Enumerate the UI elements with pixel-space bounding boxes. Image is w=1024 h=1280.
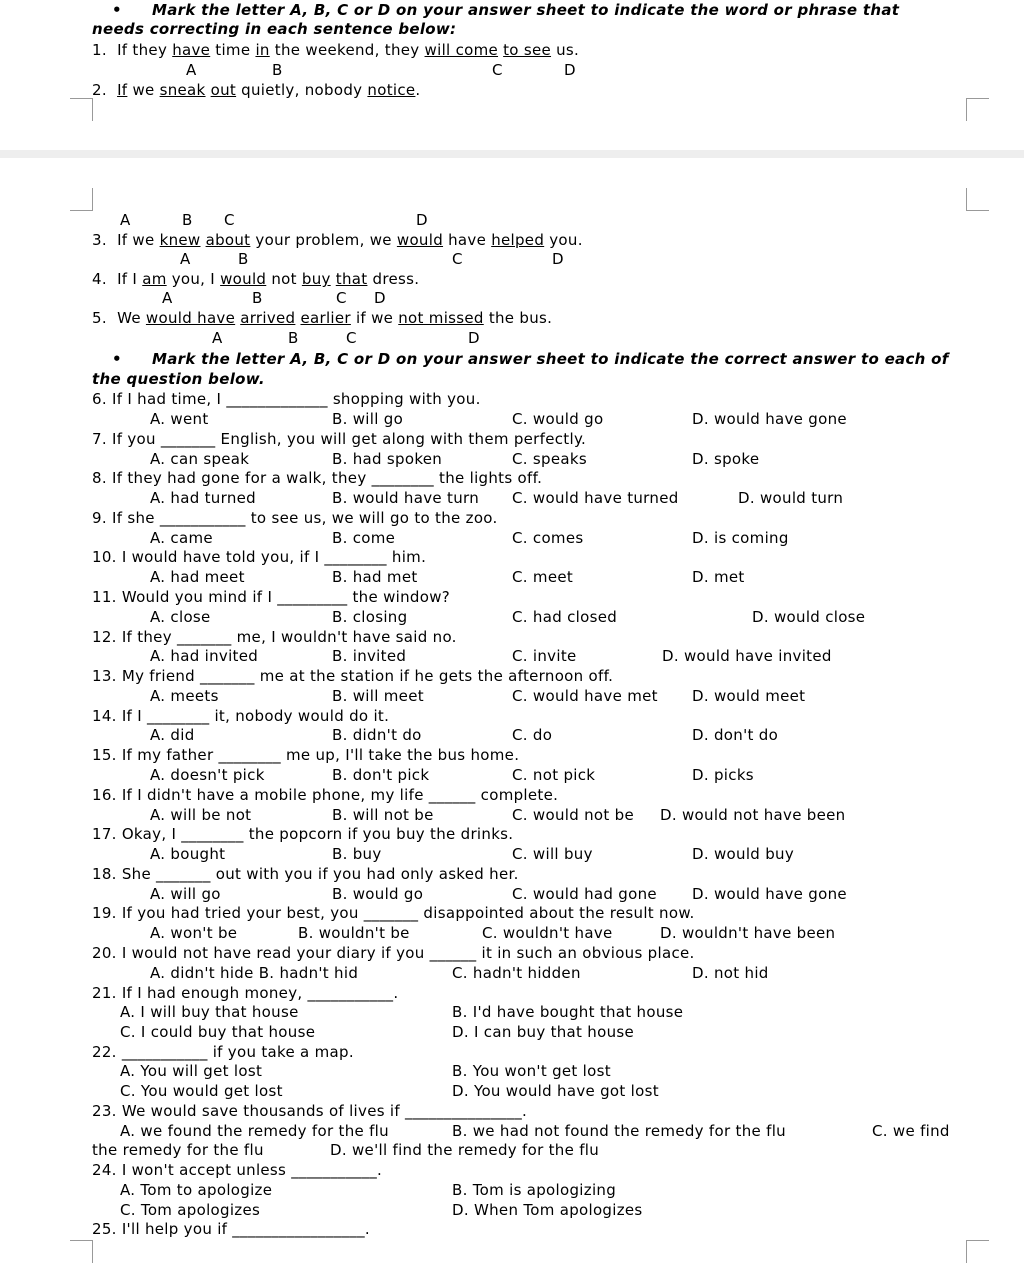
q22-option-b: B. You won't get lost: [452, 1062, 611, 1080]
q9-option-a: A. came: [150, 529, 213, 547]
q4-letter-d: D: [374, 289, 386, 307]
q7-option-b: B. had spoken: [332, 450, 443, 468]
q1-letter-a: A: [186, 61, 197, 79]
q22-option-a: A. You will get lost: [120, 1062, 263, 1080]
q2-option-b: sneak: [159, 81, 206, 99]
page-corner-mark: [70, 98, 93, 121]
q24-option-a: A. Tom to apologize: [120, 1181, 273, 1199]
q20-option-d: D. not hid: [692, 964, 769, 982]
page-corner-mark: [70, 188, 93, 211]
q24-option-b: B. Tom is apologizing: [452, 1181, 617, 1199]
q18-option-d: D. would have gone: [692, 885, 847, 903]
q23-option-d: D. we'll find the remedy for the flu: [330, 1141, 600, 1159]
question-9: 9. If she ___________ to see us, we will go to the zoo.: [92, 509, 498, 527]
q2-option-c: out: [210, 81, 237, 99]
question-14: 14. If I ________ it, nobody would do it.: [92, 707, 390, 725]
q3-text: If we: [117, 231, 160, 249]
q2-text: .: [415, 81, 421, 99]
q4-text: not: [266, 270, 302, 288]
q2-letter-b: B: [182, 211, 193, 229]
q12-option-b: B. invited: [332, 647, 407, 665]
q7-option-c: C. speaks: [512, 450, 587, 468]
q5-letter-a: A: [212, 329, 223, 347]
q3-letter-b: B: [238, 250, 249, 268]
q18-option-b: B. would go: [332, 885, 424, 903]
question-13: 13. My friend _______ me at the station if he gets the afternoon off.: [92, 667, 614, 685]
q2-letter-a: A: [120, 211, 131, 229]
q4-letter-b: B: [252, 289, 263, 307]
question-16: 16. If I didn't have a mobile phone, my life ______ complete.: [92, 786, 559, 804]
q1-option-b: in: [255, 41, 270, 59]
q5-letter-c: C: [346, 329, 357, 347]
q21-option-b: B. I'd have bought that house: [452, 1003, 684, 1021]
instruction-1-line2: needs correcting in each sentence below:: [92, 20, 457, 38]
q4-option-b: would: [220, 270, 267, 288]
q1-number: 1.: [92, 41, 107, 59]
q1-text: us.: [551, 41, 580, 59]
q3-option-a: knew: [159, 231, 201, 249]
q13-option-c: C. would have met: [512, 687, 658, 705]
q18-option-c: C. would had gone: [512, 885, 657, 903]
question-22: 22. ___________ if you take a map.: [92, 1043, 354, 1061]
q15-option-c: C. not pick: [512, 766, 596, 784]
q14-option-a: A. did: [150, 726, 195, 744]
q1-text: If they: [117, 41, 173, 59]
q8-option-d: D. would turn: [738, 489, 844, 507]
q8-option-b: B. would have turn: [332, 489, 480, 507]
q5-text: the bus.: [483, 309, 553, 327]
q13-option-a: A. meets: [150, 687, 219, 705]
q3-option-c: would: [396, 231, 444, 249]
q4-letter-c: C: [336, 289, 347, 307]
question-25: 25. I'll help you if _________________.: [92, 1220, 370, 1238]
q1-option-d: to see: [503, 41, 552, 59]
q17-option-c: C. will buy: [512, 845, 593, 863]
q11-option-a: A. close: [150, 608, 211, 626]
q11-option-d: D. would close: [752, 608, 866, 626]
q2-letter-c: C: [224, 211, 235, 229]
q19-option-b: B. wouldn't be: [298, 924, 410, 942]
q9-option-d: D. is coming: [692, 529, 789, 547]
q10-option-a: A. had meet: [150, 568, 245, 586]
q15-option-d: D. picks: [692, 766, 754, 784]
q19-option-a: A. won't be: [150, 924, 238, 942]
q1-text: time: [210, 41, 256, 59]
question-17: 17. Okay, I ________ the popcorn if you buy the drinks.: [92, 825, 514, 843]
q22-option-d: D. You would have got lost: [452, 1082, 659, 1100]
q10-option-d: D. met: [692, 568, 745, 586]
q21-option-d: D. I can buy that house: [452, 1023, 635, 1041]
q1-letter-d: D: [564, 61, 576, 79]
q3-text: your problem, we: [250, 231, 397, 249]
q6-option-d: D. would have gone: [692, 410, 847, 428]
q3-letter-d: D: [552, 250, 564, 268]
q3-text: have: [443, 231, 492, 249]
question-23: 23. We would save thousands of lives if _______________.: [92, 1102, 528, 1120]
q23-option-c: C. we find: [872, 1122, 950, 1140]
q1-letter-c: C: [492, 61, 503, 79]
q6-option-b: B. will go: [332, 410, 404, 428]
q15-option-a: A. doesn't pick: [150, 766, 265, 784]
question-18: 18. She _______ out with you if you had only asked her.: [92, 865, 519, 883]
q19-option-d: D. wouldn't have been: [660, 924, 836, 942]
q16-option-c: C. would not be: [512, 806, 635, 824]
q5-letter-d: D: [468, 329, 480, 347]
q10-option-c: C. meet: [512, 568, 574, 586]
q19-option-c: C. wouldn't have: [482, 924, 613, 942]
q5-number: 5.: [92, 309, 107, 327]
q5-option-c: earlier: [300, 309, 351, 327]
q13-option-b: B. will meet: [332, 687, 424, 705]
q20-option-a-b: A. didn't hide B. hadn't hid: [150, 964, 359, 982]
page-corner-mark: [966, 188, 989, 211]
q13-option-d: D. would meet: [692, 687, 806, 705]
q2-text: we: [127, 81, 160, 99]
q6-option-a: A. went: [150, 410, 209, 428]
instruction-2-line1: Mark the letter A, B, C or D on your answer sheet to indicate the correct answer to each of: [152, 350, 949, 368]
q7-option-a: A. can speak: [150, 450, 250, 468]
q14-option-d: D. don't do: [692, 726, 779, 744]
page-separator: [0, 150, 1024, 158]
q17-option-a: A. bought: [150, 845, 226, 863]
q4-letter-a: A: [162, 289, 173, 307]
q4-text: you, I: [166, 270, 221, 288]
question-11: 11. Would you mind if I _________ the window?: [92, 588, 451, 606]
q4-option-a: am: [142, 270, 167, 288]
question-1: [92, 41, 579, 60]
q23-option-b: B. we had not found the remedy for the flu: [452, 1122, 786, 1140]
q5-option-a: would have: [145, 309, 236, 327]
q5-text: if we: [350, 309, 399, 327]
question-24: 24. I won't accept unless ___________.: [92, 1161, 383, 1179]
q5-text: We: [117, 309, 146, 327]
q2-number: 2.: [92, 81, 107, 99]
q14-option-b: B. didn't do: [332, 726, 422, 744]
q2-letter-d: D: [416, 211, 428, 229]
question-6: 6. If I had time, I _____________ shopping with you.: [92, 390, 481, 408]
q16-option-b: B. will not be: [332, 806, 434, 824]
page-corner-mark: [966, 98, 989, 121]
q5-letter-b: B: [288, 329, 299, 347]
q21-option-a: A. I will buy that house: [120, 1003, 299, 1021]
q24-option-c: C. Tom apologizes: [120, 1201, 261, 1219]
q22-option-c: C. You would get lost: [120, 1082, 283, 1100]
q8-option-c: C. would have turned: [512, 489, 679, 507]
q2-text: quietly, nobody: [236, 81, 368, 99]
instruction-1-line1: Mark the letter A, B, C or D on your answer sheet to indicate the word or phrase that: [152, 1, 900, 19]
q4-option-c: buy: [301, 270, 331, 288]
q1-letter-b: B: [272, 61, 283, 79]
question-15: 15. If my father ________ me up, I'll take the bus home.: [92, 746, 520, 764]
q11-option-c: C. had closed: [512, 608, 618, 626]
q5-option-b: arrived: [240, 309, 296, 327]
q12-option-c: C. invite: [512, 647, 577, 665]
question-2: [92, 81, 421, 100]
q16-option-d: D. would not have been: [660, 806, 846, 824]
q2-option-a: If: [117, 81, 128, 99]
q3-letter-c: C: [452, 250, 463, 268]
q7-option-d: D. spoke: [692, 450, 760, 468]
bullet: •: [112, 350, 122, 368]
q3-option-b: about: [205, 231, 251, 249]
q5-option-d: not missed: [398, 309, 484, 327]
q9-option-c: C. comes: [512, 529, 584, 547]
question-12: 12. If they _______ me, I wouldn't have said no.: [92, 628, 457, 646]
q14-option-c: C. do: [512, 726, 553, 744]
question-20: 20. I would not have read your diary if you ______ it in such an obvious place.: [92, 944, 695, 962]
q12-option-a: A. had invited: [150, 647, 259, 665]
q1-option-a: have: [172, 41, 211, 59]
question-8: 8. If they had gone for a walk, they ________ the lights off.: [92, 469, 543, 487]
q3-number: 3.: [92, 231, 107, 249]
question-10: 10. I would have told you, if I ________ him.: [92, 548, 427, 566]
q3-letter-a: A: [180, 250, 191, 268]
page-corner-mark: [966, 1240, 989, 1263]
q4-text: dress.: [367, 270, 420, 288]
question-4: [92, 270, 419, 289]
q20-option-c: C. hadn't hidden: [452, 964, 581, 982]
question-5: [92, 309, 552, 328]
q3-option-d: helped: [491, 231, 545, 249]
q3-text: you.: [544, 231, 583, 249]
q8-option-a: A. had turned: [150, 489, 256, 507]
bullet: •: [112, 1, 122, 19]
q17-option-d: D. would buy: [692, 845, 795, 863]
q18-option-a: A. will go: [150, 885, 221, 903]
q9-option-b: B. come: [332, 529, 396, 547]
q1-option-c: will come: [424, 41, 499, 59]
q23-option-c-continued: the remedy for the flu: [92, 1141, 264, 1159]
q4-number: 4.: [92, 270, 107, 288]
q6-option-c: C. would go: [512, 410, 604, 428]
question-7: 7. If you _______ English, you will get along with them perfectly.: [92, 430, 587, 448]
page-corner-mark: [70, 1240, 93, 1263]
q1-text: the weekend, they: [269, 41, 425, 59]
question-21: 21. If I had enough money, ___________.: [92, 984, 399, 1002]
q17-option-b: B. buy: [332, 845, 382, 863]
question-19: 19. If you had tried your best, you _______ disappointed about the result now.: [92, 904, 695, 922]
q21-option-c: C. I could buy that house: [120, 1023, 316, 1041]
q4-text: If I: [117, 270, 143, 288]
q23-option-a: A. we found the remedy for the flu: [120, 1122, 389, 1140]
q10-option-b: B. had met: [332, 568, 418, 586]
question-3: [92, 231, 583, 250]
q2-option-d: notice: [367, 81, 416, 99]
q4-option-d: that: [335, 270, 368, 288]
q12-option-d: D. would have invited: [662, 647, 832, 665]
instruction-2-line2: the question below.: [92, 370, 265, 388]
q11-option-b: B. closing: [332, 608, 408, 626]
q24-option-d: D. When Tom apologizes: [452, 1201, 643, 1219]
q15-option-b: B. don't pick: [332, 766, 430, 784]
q16-option-a: A. will be not: [150, 806, 252, 824]
